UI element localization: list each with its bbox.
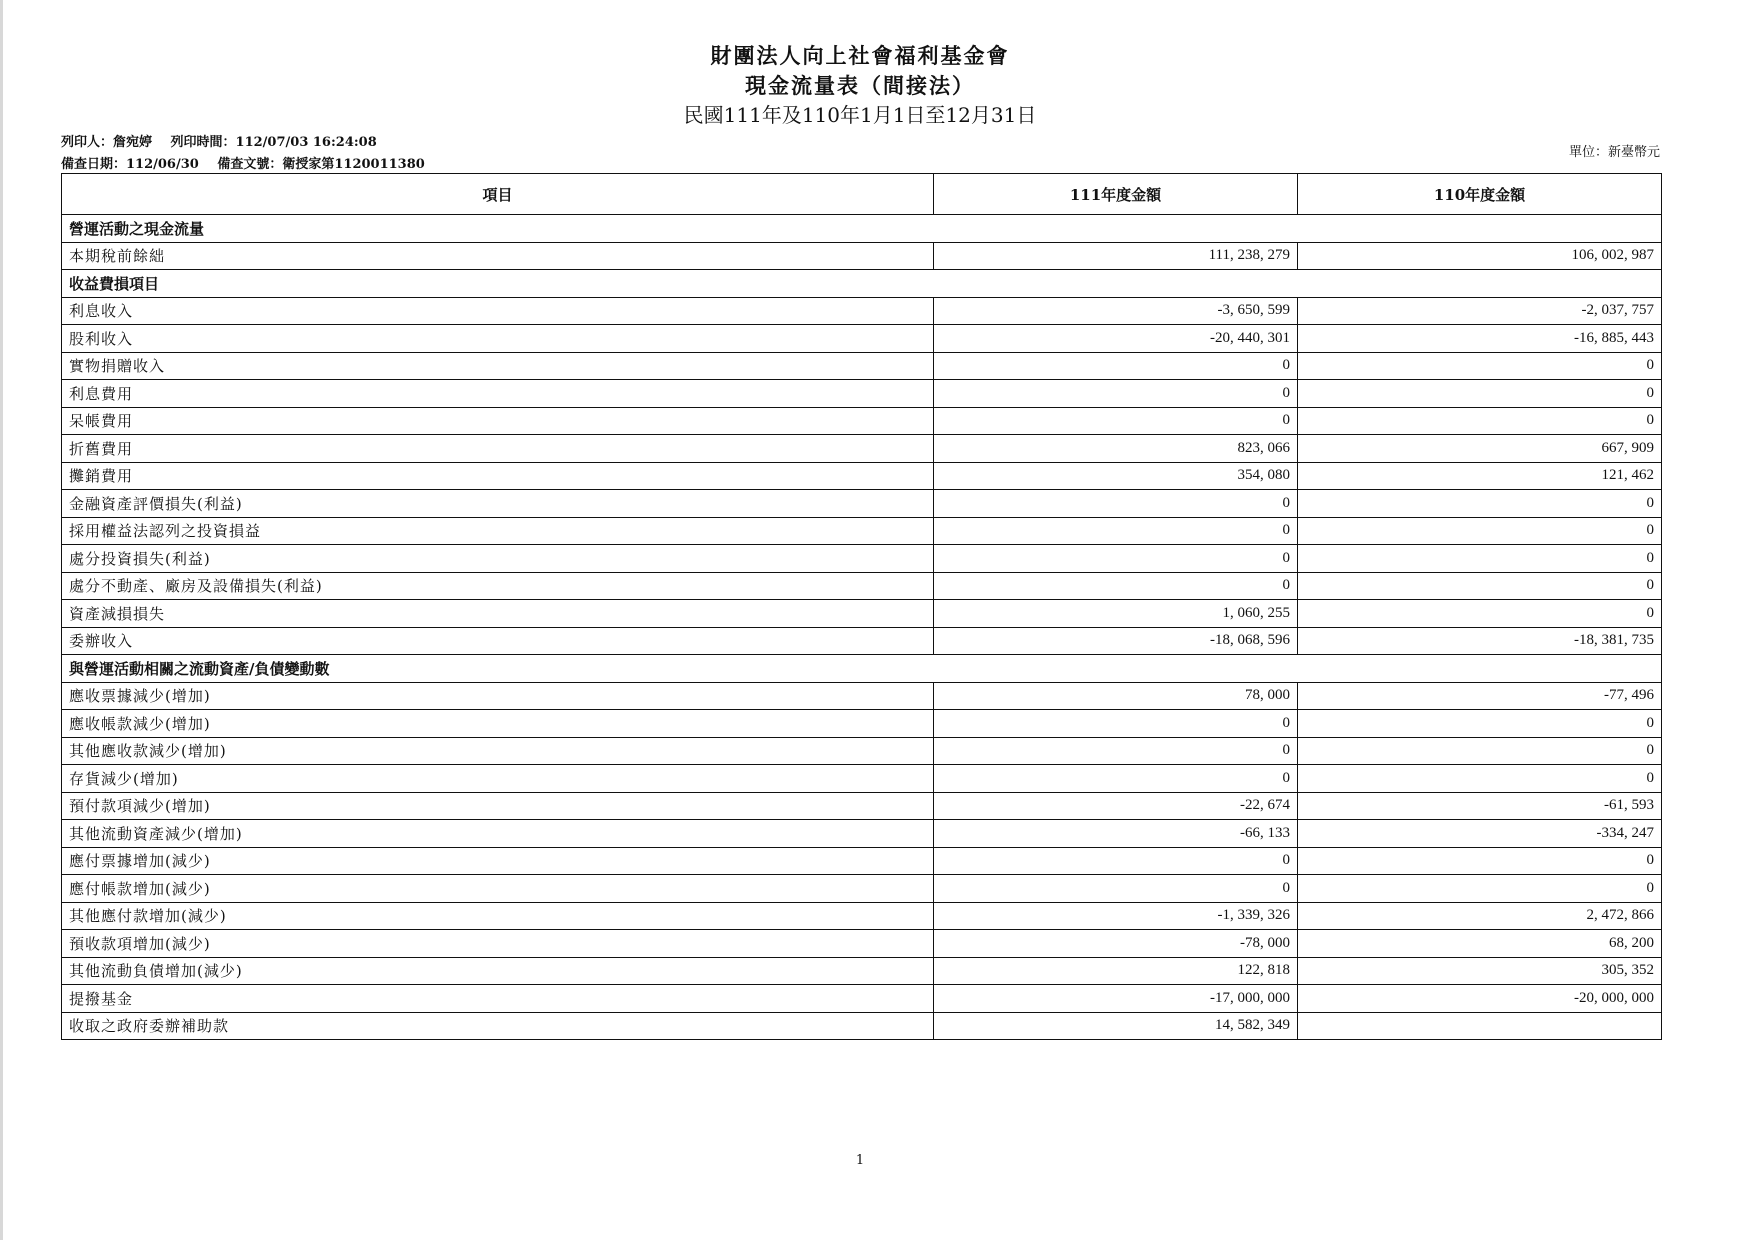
currency-unit: 單位：新臺幣元 [1568, 145, 1660, 160]
print-info [61, 131, 391, 150]
row-label: 存貨減少(增加) [62, 765, 934, 793]
row-label: 其他應收款減少(增加) [62, 737, 934, 765]
table-row [62, 985, 1662, 1013]
amount-111: 0 [934, 710, 1298, 738]
table-row [62, 930, 1662, 958]
amount-111: 0 [934, 737, 1298, 765]
row-label: 處分投資損失(利益) [62, 545, 934, 573]
row-label: 預收款項增加(減少) [62, 930, 934, 958]
row-label: 收取之政府委辦補助款 [62, 1012, 934, 1040]
amount-110: 0 [1298, 352, 1662, 380]
amount-111: 823, 066 [934, 435, 1298, 463]
amount-111: 14, 582, 349 [934, 1012, 1298, 1040]
table-row [62, 242, 1662, 270]
amount-111: -1, 339, 326 [934, 902, 1298, 930]
table-row [62, 902, 1662, 930]
amount-110: 0 [1298, 600, 1662, 628]
row-label: 攤銷費用 [62, 462, 934, 490]
row-label: 利息費用 [62, 380, 934, 408]
table-row [62, 572, 1662, 600]
section-row [62, 215, 1662, 243]
amount-110: 0 [1298, 572, 1662, 600]
row-label: 其他流動負債增加(減少) [62, 957, 934, 985]
amount-110: 305, 352 [1298, 957, 1662, 985]
table-row [62, 875, 1662, 903]
amount-111: 0 [934, 490, 1298, 518]
section-label: 收益費損項目 [62, 270, 1662, 298]
row-label: 採用權益法認列之投資損益 [62, 517, 934, 545]
amount-110: 106, 002, 987 [1298, 242, 1662, 270]
row-label: 預付款項減少(增加) [62, 792, 934, 820]
amount-111: 0 [934, 847, 1298, 875]
table-row [62, 297, 1662, 325]
amount-110: -334, 247 [1298, 820, 1662, 848]
column-header-111: 111年度金額 [934, 174, 1298, 215]
column-header-item: 項目 [62, 174, 934, 215]
amount-110: 0 [1298, 407, 1662, 435]
table-row [62, 627, 1662, 655]
row-label: 應付票據增加(減少) [62, 847, 934, 875]
table-row [62, 352, 1662, 380]
table-row [62, 792, 1662, 820]
amount-111: 0 [934, 352, 1298, 380]
table-row [62, 765, 1662, 793]
amount-111: 0 [934, 517, 1298, 545]
report-title: 現金流量表（間接法） [745, 73, 975, 98]
amount-110: 0 [1298, 380, 1662, 408]
amount-111: -20, 440, 301 [934, 325, 1298, 353]
row-label: 應收票據減少(增加) [62, 682, 934, 710]
amount-111: 78, 000 [934, 682, 1298, 710]
amount-111: 1, 060, 255 [934, 600, 1298, 628]
row-label: 本期稅前餘絀 [62, 242, 934, 270]
printer-label: 列印人：詹宛婷 [61, 135, 153, 150]
amount-110: 0 [1298, 490, 1662, 518]
section-row [62, 270, 1662, 298]
row-label: 金融資產評價損失(利益) [62, 490, 934, 518]
table-row [62, 957, 1662, 985]
table-row [62, 710, 1662, 738]
row-label: 應收帳款減少(增加) [62, 710, 934, 738]
amount-110: 0 [1298, 847, 1662, 875]
amount-110: 0 [1298, 517, 1662, 545]
row-label: 利息收入 [62, 297, 934, 325]
amount-111: 0 [934, 380, 1298, 408]
amount-110: -18, 381, 735 [1298, 627, 1662, 655]
amount-110: 0 [1298, 710, 1662, 738]
filing-date: 備查日期：112/06/30 [61, 157, 199, 172]
section-label: 與營運活動相關之流動資產/負債變動數 [62, 655, 1662, 683]
table-row [62, 490, 1662, 518]
table-row [62, 435, 1662, 463]
row-label: 實物捐贈收入 [62, 352, 934, 380]
org-name: 財團法人向上社會福利基金會 [710, 43, 1010, 68]
amount-111: -66, 133 [934, 820, 1298, 848]
filing-info [61, 153, 439, 172]
amount-110: -61, 593 [1298, 792, 1662, 820]
amount-111: 0 [934, 545, 1298, 573]
table-row [62, 545, 1662, 573]
table-row [62, 462, 1662, 490]
amount-111: -18, 068, 596 [934, 627, 1298, 655]
amount-111: 0 [934, 875, 1298, 903]
filing-doc-no: 備查文號：衛授家第1120011380 [217, 157, 425, 172]
amount-110: -20, 000, 000 [1298, 985, 1662, 1013]
amount-111: -22, 674 [934, 792, 1298, 820]
table-body [62, 215, 1662, 1040]
row-label: 提撥基金 [62, 985, 934, 1013]
amount-111: -78, 000 [934, 930, 1298, 958]
amount-110 [1298, 1012, 1662, 1040]
row-label: 委辦收入 [62, 627, 934, 655]
section-label: 營運活動之現金流量 [62, 215, 1662, 243]
amount-111: -3, 650, 599 [934, 297, 1298, 325]
cash-flow-table [61, 173, 1662, 1040]
table-row [62, 325, 1662, 353]
amount-110: 0 [1298, 545, 1662, 573]
row-label: 折舊費用 [62, 435, 934, 463]
amount-110: 0 [1298, 765, 1662, 793]
print-time: 列印時間：112/07/03 16:24:08 [170, 135, 377, 150]
amount-111: 122, 818 [934, 957, 1298, 985]
table-row [62, 407, 1662, 435]
row-label: 呆帳費用 [62, 407, 934, 435]
amount-111: 0 [934, 765, 1298, 793]
table-row [62, 517, 1662, 545]
column-header-110: 110年度金額 [1298, 174, 1662, 215]
table-header-row [62, 174, 1662, 215]
amount-111: 111, 238, 279 [934, 242, 1298, 270]
table-row [62, 600, 1662, 628]
table-row [62, 820, 1662, 848]
scan-edge [0, 0, 3, 1240]
page-number: 1 [855, 1153, 865, 1168]
amount-110: -2, 037, 757 [1298, 297, 1662, 325]
amount-110: 2, 472, 866 [1298, 902, 1662, 930]
amount-110: -16, 885, 443 [1298, 325, 1662, 353]
amount-111: 0 [934, 572, 1298, 600]
table-row [62, 380, 1662, 408]
row-label: 資產減損損失 [62, 600, 934, 628]
amount-111: -17, 000, 000 [934, 985, 1298, 1013]
row-label: 股利收入 [62, 325, 934, 353]
section-row [62, 655, 1662, 683]
row-label: 其他流動資產減少(增加) [62, 820, 934, 848]
table-row [62, 847, 1662, 875]
amount-110: 68, 200 [1298, 930, 1662, 958]
amount-110: 0 [1298, 737, 1662, 765]
amount-110: 121, 462 [1298, 462, 1662, 490]
amount-110: 0 [1298, 875, 1662, 903]
table-row [62, 682, 1662, 710]
amount-110: 667, 909 [1298, 435, 1662, 463]
amount-110: -77, 496 [1298, 682, 1662, 710]
table-row [62, 1012, 1662, 1040]
amount-111: 0 [934, 407, 1298, 435]
report-period: 民國111年及110年1月1日至12月31日 [683, 103, 1037, 127]
row-label: 處分不動產、廠房及設備損失(利益) [62, 572, 934, 600]
table-row [62, 737, 1662, 765]
row-label: 其他應付款增加(減少) [62, 902, 934, 930]
amount-111: 354, 080 [934, 462, 1298, 490]
row-label: 應付帳款增加(減少) [62, 875, 934, 903]
